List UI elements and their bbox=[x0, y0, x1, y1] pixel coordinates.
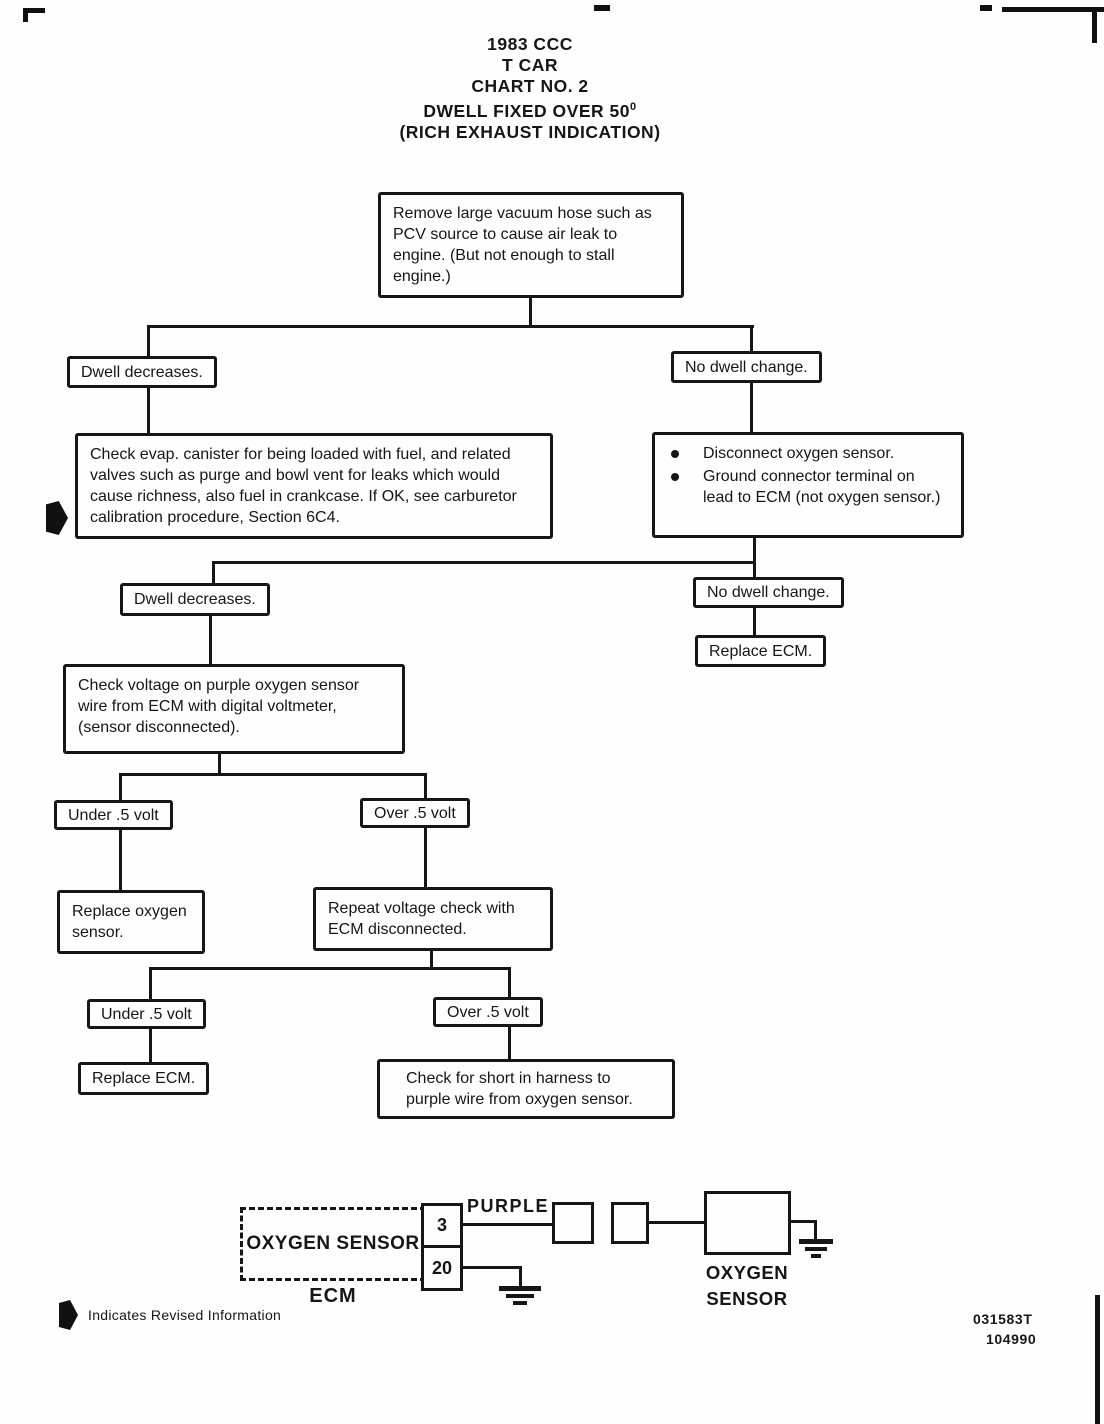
connector-line bbox=[149, 967, 152, 1001]
connector-line bbox=[424, 827, 427, 889]
flow-box-check-short-harness: Check for short in harness to purple wire from oxygen sensor. bbox=[377, 1059, 675, 1119]
flow-box-dwell-decreases-1: Dwell decreases. bbox=[67, 356, 217, 388]
connector-line bbox=[147, 325, 150, 359]
oxygen-sensor-label-line2: SENSOR bbox=[706, 1288, 788, 1309]
flow-box-check-voltage: Check voltage on purple oxygen sensor wire from ECM with digital voltmeter, (sensor disconnected). bbox=[63, 664, 405, 754]
connector-line bbox=[119, 829, 122, 893]
title-line-year: 1983 CCC bbox=[487, 34, 573, 54]
title-line-car: T CAR bbox=[502, 55, 558, 75]
bullet-text: Disconnect oxygen sensor. bbox=[703, 445, 895, 462]
scan-artifact bbox=[594, 5, 610, 11]
connector-line bbox=[753, 538, 756, 581]
connector-line bbox=[508, 1026, 511, 1061]
oxygen-sensor-label bbox=[677, 1260, 817, 1312]
flow-box-no-dwell-change-1: No dwell change. bbox=[671, 351, 822, 383]
ecm-terminal-3 bbox=[421, 1203, 463, 1248]
flow-box-over-half-volt-2: Over .5 volt bbox=[433, 997, 543, 1027]
bullet-dot-icon bbox=[671, 450, 679, 458]
terminal-3-number: 3 bbox=[436, 1215, 447, 1235]
flow-box-replace-ecm-1: Replace ECM. bbox=[695, 635, 826, 667]
wire-to-sensor bbox=[647, 1221, 705, 1224]
connector-line bbox=[750, 381, 753, 435]
connector-plug-2 bbox=[611, 1202, 649, 1244]
connector-line bbox=[147, 325, 754, 328]
oxygen-sensor-box bbox=[704, 1191, 791, 1255]
flow-box-no-dwell-change-2: No dwell change. bbox=[693, 577, 844, 608]
flow-box-repeat-voltage-check: Repeat voltage check with ECM disconnected. bbox=[313, 887, 553, 951]
flow-box-replace-oxygen-sensor: Replace oxygen sensor. bbox=[57, 890, 205, 954]
purple-wire-label: PURPLE bbox=[467, 1196, 550, 1216]
connector-line bbox=[119, 773, 427, 776]
ecm-label: ECM bbox=[309, 1285, 357, 1307]
scan-artifact bbox=[1002, 7, 1104, 12]
degree-superscript: 0 bbox=[629, 101, 637, 113]
flow-box-replace-ecm-2: Replace ECM. bbox=[78, 1062, 209, 1095]
connector-line bbox=[753, 607, 756, 638]
title-line-chart-no: CHART NO. 2 bbox=[471, 76, 589, 96]
ecm-dashed-box bbox=[240, 1207, 426, 1281]
bullet-item bbox=[663, 443, 953, 464]
revised-arrow-icon bbox=[59, 1300, 78, 1330]
connector-line bbox=[508, 967, 511, 999]
ecm-internal-label: OXYGEN SENSOR bbox=[246, 1233, 420, 1254]
connector-line bbox=[149, 1028, 152, 1064]
title-line-indication: (RICH EXHAUST INDICATION) bbox=[399, 121, 661, 142]
connector-line bbox=[119, 773, 122, 803]
ecm-terminal-20 bbox=[421, 1245, 463, 1291]
flow-box-dwell-decreases-2: Dwell decreases. bbox=[120, 583, 270, 616]
bullet-item bbox=[663, 466, 953, 508]
flow-box-disconnect-oxygen-sensor bbox=[652, 432, 964, 538]
connector-line bbox=[149, 967, 511, 970]
flow-box-under-half-volt-1: Under .5 volt bbox=[54, 800, 173, 830]
flow-box-check-evap-canister: Check evap. canister for being loaded with fuel, and related valves such as purge and bowl vent for leaks which would cause richness, also fuel in crankcase. If OK, see carburetor calibration procedure, Section 6C4. bbox=[75, 433, 553, 539]
connector-line bbox=[147, 386, 150, 436]
doc-number-1: 031583T bbox=[973, 1311, 1033, 1327]
scan-artifact bbox=[1092, 7, 1097, 43]
connector-line bbox=[424, 773, 427, 801]
connector-line bbox=[209, 614, 212, 667]
revised-arrow-icon bbox=[46, 501, 68, 535]
wire-purple bbox=[461, 1223, 553, 1226]
flow-box-under-half-volt-2: Under .5 volt bbox=[87, 999, 206, 1029]
flow-box-remove-vacuum-hose: Remove large vacuum hose such as PCV source to cause air leak to engine. (But not enough to stall engine.) bbox=[378, 192, 684, 298]
bullet-text: Ground connector terminal on lead to ECM (not oxygen sensor.) bbox=[703, 468, 941, 506]
terminal-20-number: 20 bbox=[431, 1257, 453, 1278]
scan-artifact bbox=[980, 5, 992, 11]
doc-number-2: 104990 bbox=[986, 1331, 1037, 1347]
connector-line bbox=[212, 561, 756, 564]
scan-artifact bbox=[1095, 1295, 1100, 1424]
flow-box-over-half-volt-1: Over .5 volt bbox=[360, 798, 470, 828]
bullet-dot-icon bbox=[671, 473, 679, 481]
title-line-dwell: DWELL FIXED OVER $50^0$ bbox=[423, 100, 637, 121]
oxygen-sensor-label-line1: OXYGEN bbox=[705, 1262, 789, 1283]
connector-plug-1 bbox=[552, 1202, 594, 1244]
revision-note: Indicates Revised Information bbox=[88, 1307, 282, 1323]
scan-artifact bbox=[23, 8, 28, 22]
chart-title bbox=[170, 34, 890, 143]
